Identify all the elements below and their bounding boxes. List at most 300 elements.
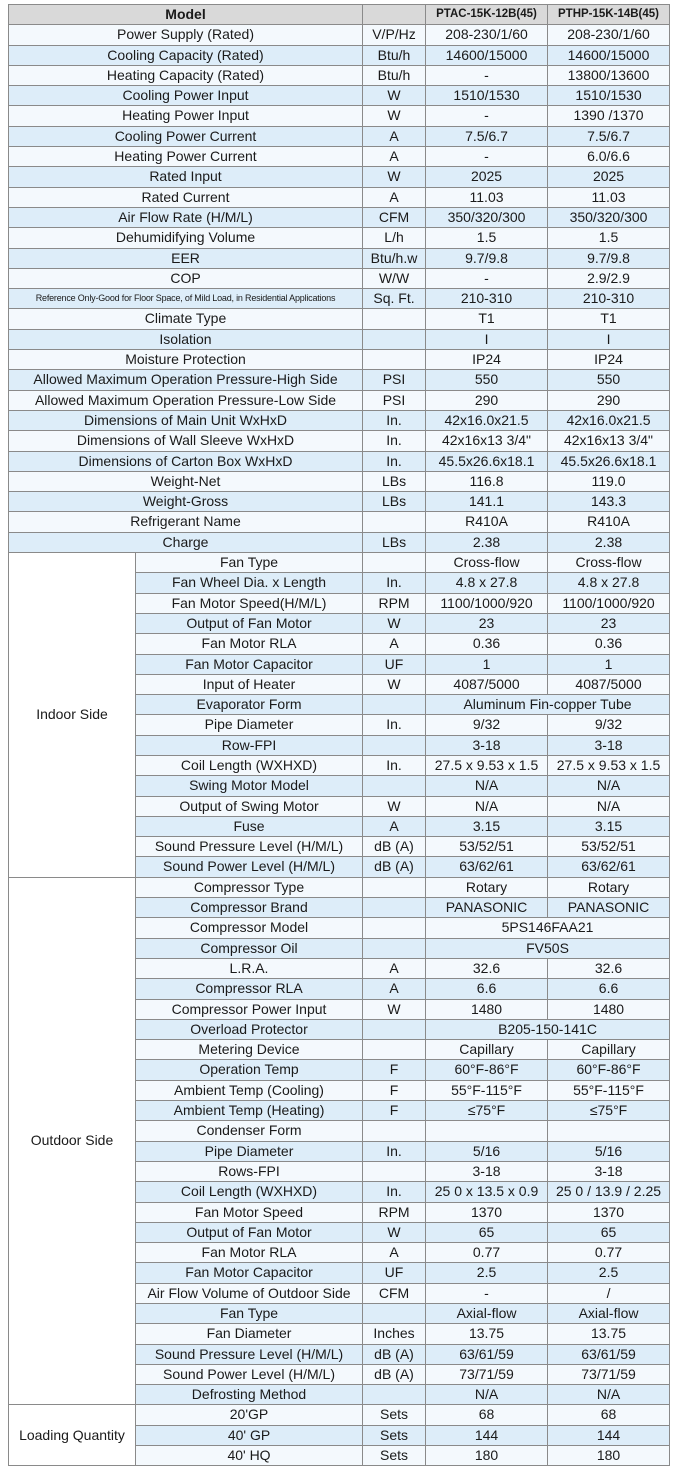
spec-value-a: 208-230/1/60 — [426, 25, 548, 45]
spec-unit: W — [363, 613, 426, 633]
spec-unit — [363, 735, 426, 755]
spec-label: Pipe Diameter — [136, 1141, 363, 1161]
spec-unit: Sq. Ft. — [363, 289, 426, 309]
spec-unit: A — [363, 1243, 426, 1263]
spec-value-a: 4.8 x 27.8 — [426, 573, 548, 593]
spec-label: Fan Type — [136, 1304, 363, 1324]
spec-label: Fan Motor Speed — [136, 1202, 363, 1222]
model-b-header: PTHP-15K-14B(45) — [548, 5, 670, 25]
spec-value-a: 25 0 x 13.5 x 0.9 — [426, 1182, 548, 1202]
spec-value-merged: Aluminum Fin-copper Tube — [426, 695, 670, 715]
spec-row — [9, 553, 670, 573]
spec-unit — [363, 938, 426, 958]
spec-label: Cooling Power Input — [9, 86, 363, 106]
spec-label: L.R.A. — [136, 958, 363, 978]
spec-value-b: ≤75°F — [548, 1101, 670, 1121]
spec-value-a: N/A — [426, 1385, 548, 1405]
spec-value-a: 0.36 — [426, 634, 548, 654]
spec-value-b: 2.5 — [548, 1263, 670, 1283]
spec-unit — [363, 309, 426, 329]
spec-value-b: 25 0 / 13.9 / 2.25 — [548, 1182, 670, 1202]
spec-label: Compressor Oil — [136, 938, 363, 958]
spec-unit: A — [363, 958, 426, 978]
spec-value-a: 0.77 — [426, 1243, 548, 1263]
model-header: Model — [9, 5, 363, 25]
spec-value-b: 13.75 — [548, 1324, 670, 1344]
spec-label: Overload Protector — [136, 1019, 363, 1039]
spec-label: Climate Type — [9, 309, 363, 329]
spec-unit: Btu/h — [363, 65, 426, 85]
spec-row — [9, 289, 670, 309]
spec-label: Allowed Maximum Operation Pressure-Low Side — [9, 390, 363, 410]
spec-value-a: 14600/15000 — [426, 45, 548, 65]
spec-unit: Sets — [363, 1425, 426, 1445]
spec-value-b: 1.5 — [548, 228, 670, 248]
spec-value-a: I — [426, 329, 548, 349]
spec-unit: A — [363, 147, 426, 167]
spec-value-a: 7.5/6.7 — [426, 126, 548, 146]
spec-label: Operation Temp — [136, 1060, 363, 1080]
spec-value-b: 32.6 — [548, 958, 670, 978]
spec-label: Condenser Form — [136, 1121, 363, 1141]
spec-unit: F — [363, 1080, 426, 1100]
spec-value-b — [548, 1121, 670, 1141]
spec-unit: In. — [363, 1182, 426, 1202]
spec-value-a: N/A — [426, 776, 548, 796]
spec-label: Fan Motor RLA — [136, 1243, 363, 1263]
spec-value-b: 27.5 x 9.53 x 1.5 — [548, 755, 670, 775]
spec-label: Compressor Type — [136, 877, 363, 897]
spec-label: Compressor Brand — [136, 898, 363, 918]
spec-unit: PSI — [363, 390, 426, 410]
spec-value-a: Rotary — [426, 877, 548, 897]
spec-value-b: 4087/5000 — [548, 674, 670, 694]
spec-label: Evaporator Form — [136, 695, 363, 715]
spec-value-b: 3-18 — [548, 735, 670, 755]
spec-unit — [363, 1040, 426, 1060]
spec-unit: W/W — [363, 268, 426, 288]
spec-unit: W — [363, 674, 426, 694]
spec-label: Fuse — [136, 816, 363, 836]
spec-value-b: 11.03 — [548, 187, 670, 207]
spec-label: 20'GP — [136, 1405, 363, 1425]
spec-value-a: 42x16.0x21.5 — [426, 410, 548, 430]
spec-value-b: 63/61/59 — [548, 1344, 670, 1364]
spec-value-b: 3-18 — [548, 1161, 670, 1181]
spec-label: Compressor Model — [136, 918, 363, 938]
spec-unit: Btu/h.w — [363, 248, 426, 268]
spec-value-b: 210-310 — [548, 289, 670, 309]
spec-unit: LBs — [363, 532, 426, 552]
spec-unit — [363, 1161, 426, 1181]
group-label: Outdoor Side — [9, 877, 136, 1405]
spec-unit: W — [363, 1222, 426, 1242]
spec-unit — [363, 329, 426, 349]
spec-value-a: 55°F-115°F — [426, 1080, 548, 1100]
spec-label: Coil Length (WXHXD) — [136, 1182, 363, 1202]
spec-value-a: 116.8 — [426, 471, 548, 491]
spec-value-a: Capillary — [426, 1040, 548, 1060]
spec-value-b: 0.77 — [548, 1243, 670, 1263]
spec-value-a: R410A — [426, 512, 548, 532]
spec-row — [9, 106, 670, 126]
spec-unit: CFM — [363, 207, 426, 227]
spec-label: Sound Pressure Level (H/M/L) — [136, 1344, 363, 1364]
spec-unit: In. — [363, 410, 426, 430]
spec-value-a: 2025 — [426, 167, 548, 187]
spec-value-b: 6.0/6.6 — [548, 147, 670, 167]
spec-value-a: 1370 — [426, 1202, 548, 1222]
spec-label: Heating Power Input — [9, 106, 363, 126]
spec-unit: In. — [363, 715, 426, 735]
spec-value-b: 550 — [548, 370, 670, 390]
spec-value-a: 73/71/59 — [426, 1364, 548, 1384]
spec-label: Ambient Temp (Cooling) — [136, 1080, 363, 1100]
spec-unit: A — [363, 816, 426, 836]
spec-label: Allowed Maximum Operation Pressure-High Side — [9, 370, 363, 390]
spec-value-a: PANASONIC — [426, 898, 548, 918]
spec-value-merged: B205-150-141C — [426, 1019, 670, 1039]
spec-unit: Btu/h — [363, 45, 426, 65]
spec-unit: UF — [363, 654, 426, 674]
spec-unit: In. — [363, 451, 426, 471]
spec-label: Sound Power Level (H/M/L) — [136, 1364, 363, 1384]
spec-value-b: 14600/15000 — [548, 45, 670, 65]
spec-unit: LBs — [363, 471, 426, 491]
spec-label: Heating Power Current — [9, 147, 363, 167]
spec-unit: dB (A) — [363, 1344, 426, 1364]
spec-unit: L/h — [363, 228, 426, 248]
spec-unit — [363, 1121, 426, 1141]
spec-row — [9, 532, 670, 552]
spec-value-b: 0.36 — [548, 634, 670, 654]
spec-value-b: 60°F-86°F — [548, 1060, 670, 1080]
spec-unit — [363, 350, 426, 370]
spec-label: Sound Pressure Level (H/M/L) — [136, 837, 363, 857]
spec-value-a: 45.5x26.6x18.1 — [426, 451, 548, 471]
spec-value-b: 1390 /1370 — [548, 106, 670, 126]
spec-row — [9, 451, 670, 471]
spec-value-a: - — [426, 147, 548, 167]
spec-unit: dB (A) — [363, 1364, 426, 1384]
spec-unit — [363, 1304, 426, 1324]
spec-unit — [363, 1019, 426, 1039]
spec-label: Weight-Gross — [9, 492, 363, 512]
spec-value-a: 141.1 — [426, 492, 548, 512]
spec-value-b: PANASONIC — [548, 898, 670, 918]
spec-value-b: / — [548, 1283, 670, 1303]
spec-value-b: 1480 — [548, 999, 670, 1019]
spec-unit — [363, 776, 426, 796]
spec-row — [9, 45, 670, 65]
spec-unit: LBs — [363, 492, 426, 512]
spec-label: Cooling Power Current — [9, 126, 363, 146]
spec-value-b: 350/320/300 — [548, 207, 670, 227]
spec-value-a: 63/61/59 — [426, 1344, 548, 1364]
spec-label: Dimensions of Carton Box WxHxD — [9, 451, 363, 471]
spec-value-b: 290 — [548, 390, 670, 410]
spec-value-b: 1100/1000/920 — [548, 593, 670, 613]
spec-label: Fan Motor Speed(H/M/L) — [136, 593, 363, 613]
spec-body — [9, 25, 670, 1466]
spec-label: Air Flow Volume of Outdoor Side — [136, 1283, 363, 1303]
spec-row — [9, 309, 670, 329]
spec-unit — [363, 1385, 426, 1405]
spec-unit — [363, 918, 426, 938]
spec-value-a: 2.5 — [426, 1263, 548, 1283]
model-a-header: PTAC-15K-12B(45) — [426, 5, 548, 25]
spec-unit: In. — [363, 431, 426, 451]
spec-value-b: 4.8 x 27.8 — [548, 573, 670, 593]
spec-label: Rows-FPI — [136, 1161, 363, 1181]
spec-label: Weight-Net — [9, 471, 363, 491]
spec-unit: In. — [363, 573, 426, 593]
spec-value-a: 4087/5000 — [426, 674, 548, 694]
spec-value-a: - — [426, 268, 548, 288]
spec-unit: CFM — [363, 1283, 426, 1303]
spec-value-a: 63/62/61 — [426, 857, 548, 877]
spec-row — [9, 370, 670, 390]
spec-value-a: 350/320/300 — [426, 207, 548, 227]
spec-value-b: 1510/1530 — [548, 86, 670, 106]
spec-label: Output of Fan Motor — [136, 1222, 363, 1242]
spec-unit: A — [363, 979, 426, 999]
spec-value-a: 9/32 — [426, 715, 548, 735]
spec-value-b: 208-230/1/60 — [548, 25, 670, 45]
spec-label: Row-FPI — [136, 735, 363, 755]
spec-unit: Sets — [363, 1405, 426, 1425]
spec-value-a: 65 — [426, 1222, 548, 1242]
spec-label: Output of Fan Motor — [136, 613, 363, 633]
spec-label: Fan Motor RLA — [136, 634, 363, 654]
spec-value-b: 63/62/61 — [548, 857, 670, 877]
spec-label: Fan Type — [136, 553, 363, 573]
spec-value-a: 3-18 — [426, 735, 548, 755]
spec-value-b: Axial-flow — [548, 1304, 670, 1324]
spec-table — [8, 4, 670, 1466]
spec-label: Compressor Power Input — [136, 999, 363, 1019]
spec-unit: A — [363, 126, 426, 146]
spec-value-b: 68 — [548, 1405, 670, 1425]
spec-value-a: 210-310 — [426, 289, 548, 309]
spec-unit — [363, 877, 426, 897]
spec-label: Dimensions of Main Unit WxHxD — [9, 410, 363, 430]
spec-label: COP — [9, 268, 363, 288]
spec-row — [9, 350, 670, 370]
spec-unit: W — [363, 86, 426, 106]
spec-value-a: 23 — [426, 613, 548, 633]
spec-value-b: 53/52/51 — [548, 837, 670, 857]
spec-value-b: 1 — [548, 654, 670, 674]
spec-unit: PSI — [363, 370, 426, 390]
spec-value-b: 42x16.0x21.5 — [548, 410, 670, 430]
spec-label: Air Flow Rate (H/M/L) — [9, 207, 363, 227]
spec-label: Pipe Diameter — [136, 715, 363, 735]
spec-value-b: N/A — [548, 1385, 670, 1405]
group-label: Indoor Side — [9, 553, 136, 878]
spec-unit: W — [363, 167, 426, 187]
spec-value-a: 6.6 — [426, 979, 548, 999]
spec-row — [9, 167, 670, 187]
spec-value-a: Cross-flow — [426, 553, 548, 573]
spec-row — [9, 268, 670, 288]
spec-unit: F — [363, 1060, 426, 1080]
spec-value-a: 9.7/9.8 — [426, 248, 548, 268]
spec-value-a: 1.5 — [426, 228, 548, 248]
spec-label: EER — [9, 248, 363, 268]
spec-row — [9, 187, 670, 207]
spec-unit — [363, 512, 426, 532]
spec-label: Ambient Temp (Heating) — [136, 1101, 363, 1121]
spec-value-b: 45.5x26.6x18.1 — [548, 451, 670, 471]
spec-value-b: 23 — [548, 613, 670, 633]
spec-unit: V/P/Hz — [363, 25, 426, 45]
spec-label: Swing Motor Model — [136, 776, 363, 796]
spec-unit: dB (A) — [363, 837, 426, 857]
spec-value-a: 1100/1000/920 — [426, 593, 548, 613]
spec-label: Defrosting Method — [136, 1385, 363, 1405]
spec-unit: RPM — [363, 593, 426, 613]
spec-unit — [363, 553, 426, 573]
spec-row — [9, 147, 670, 167]
spec-value-a: 42x16x13 3/4" — [426, 431, 548, 451]
spec-label: Compressor RLA — [136, 979, 363, 999]
spec-value-b: 73/71/59 — [548, 1364, 670, 1384]
spec-label: Fan Wheel Dia. x Length — [136, 573, 363, 593]
spec-label: 40' HQ — [136, 1446, 363, 1466]
spec-row — [9, 410, 670, 430]
spec-unit: Inches — [363, 1324, 426, 1344]
spec-value-b: N/A — [548, 776, 670, 796]
spec-value-a: - — [426, 106, 548, 126]
spec-label: Coil Length (WXHXD) — [136, 755, 363, 775]
spec-unit: dB (A) — [363, 857, 426, 877]
spec-value-b: 7.5/6.7 — [548, 126, 670, 146]
spec-label: Rated Input — [9, 167, 363, 187]
spec-row — [9, 1405, 670, 1425]
spec-value-a: ≤75°F — [426, 1101, 548, 1121]
spec-value-a: 2.38 — [426, 532, 548, 552]
spec-value-a: 68 — [426, 1405, 548, 1425]
spec-row — [9, 390, 670, 410]
spec-value-b: Capillary — [548, 1040, 670, 1060]
spec-row — [9, 25, 670, 45]
spec-label: Fan Motor Capacitor — [136, 1263, 363, 1283]
spec-value-b: T1 — [548, 309, 670, 329]
spec-unit: A — [363, 634, 426, 654]
spec-value-b: 144 — [548, 1425, 670, 1445]
spec-value-a: Axial-flow — [426, 1304, 548, 1324]
spec-value-b: 55°F-115°F — [548, 1080, 670, 1100]
spec-unit: In. — [363, 1141, 426, 1161]
spec-value-a: 53/52/51 — [426, 837, 548, 857]
spec-value-a: - — [426, 65, 548, 85]
spec-row — [9, 228, 670, 248]
spec-value-a: 60°F-86°F — [426, 1060, 548, 1080]
spec-value-merged: 5PS146FAA21 — [426, 918, 670, 938]
spec-label: Heating Capacity (Rated) — [9, 65, 363, 85]
spec-row — [9, 86, 670, 106]
group-label: Loading Quantity — [9, 1405, 136, 1466]
spec-value-a: 11.03 — [426, 187, 548, 207]
spec-label: Dimensions of Wall Sleeve WxHxD — [9, 431, 363, 451]
spec-value-a: 144 — [426, 1425, 548, 1445]
spec-value-a: 13.75 — [426, 1324, 548, 1344]
spec-label: Charge — [9, 532, 363, 552]
spec-row — [9, 207, 670, 227]
spec-label: Sound Power Level (H/M/L) — [136, 857, 363, 877]
spec-value-a: 180 — [426, 1446, 548, 1466]
spec-value-b: 1370 — [548, 1202, 670, 1222]
spec-row — [9, 431, 670, 451]
spec-value-a: 5/16 — [426, 1141, 548, 1161]
spec-unit: RPM — [363, 1202, 426, 1222]
spec-label: Cooling Capacity (Rated) — [9, 45, 363, 65]
spec-value-b: 119.0 — [548, 471, 670, 491]
spec-value-b: 143.3 — [548, 492, 670, 512]
spec-value-a: 290 — [426, 390, 548, 410]
spec-row — [9, 492, 670, 512]
spec-unit: F — [363, 1101, 426, 1121]
spec-label: Refrigerant Name — [9, 512, 363, 532]
spec-unit: Sets — [363, 1446, 426, 1466]
spec-value-b: 65 — [548, 1222, 670, 1242]
spec-unit: W — [363, 999, 426, 1019]
spec-label: Fan Diameter — [136, 1324, 363, 1344]
spec-value-b: 2025 — [548, 167, 670, 187]
spec-value-b: Cross-flow — [548, 553, 670, 573]
spec-label: Power Supply (Rated) — [9, 25, 363, 45]
spec-unit — [363, 898, 426, 918]
spec-value-a — [426, 1121, 548, 1141]
spec-value-b: 3.15 — [548, 816, 670, 836]
header-row — [9, 5, 670, 25]
spec-value-a: T1 — [426, 309, 548, 329]
spec-value-b: 2.38 — [548, 532, 670, 552]
spec-value-a: IP24 — [426, 350, 548, 370]
spec-value-a: 3.15 — [426, 816, 548, 836]
spec-label: Fan Motor Capacitor — [136, 654, 363, 674]
spec-value-a: 1510/1530 — [426, 86, 548, 106]
spec-value-b: R410A — [548, 512, 670, 532]
spec-label: Moisture Protection — [9, 350, 363, 370]
spec-label: Input of Heater — [136, 674, 363, 694]
spec-value-a: - — [426, 1283, 548, 1303]
spec-unit: In. — [363, 755, 426, 775]
spec-unit — [363, 695, 426, 715]
spec-row — [9, 248, 670, 268]
spec-row — [9, 471, 670, 491]
spec-value-b: 9.7/9.8 — [548, 248, 670, 268]
spec-label: Reference Only-Good for Floor Space, of Mild Load, in Residential Applications — [9, 289, 363, 309]
spec-row — [9, 512, 670, 532]
spec-value-b: Rotary — [548, 877, 670, 897]
spec-value-a: 32.6 — [426, 958, 548, 978]
spec-value-a: 1480 — [426, 999, 548, 1019]
spec-value-a: 1 — [426, 654, 548, 674]
spec-value-b: 9/32 — [548, 715, 670, 735]
spec-unit: W — [363, 796, 426, 816]
spec-value-b: 13800/13600 — [548, 65, 670, 85]
spec-value-b: 180 — [548, 1446, 670, 1466]
spec-row — [9, 65, 670, 85]
spec-row — [9, 329, 670, 349]
spec-value-b: I — [548, 329, 670, 349]
spec-label: Rated Current — [9, 187, 363, 207]
spec-label: Isolation — [9, 329, 363, 349]
spec-unit: UF — [363, 1263, 426, 1283]
spec-row — [9, 126, 670, 146]
